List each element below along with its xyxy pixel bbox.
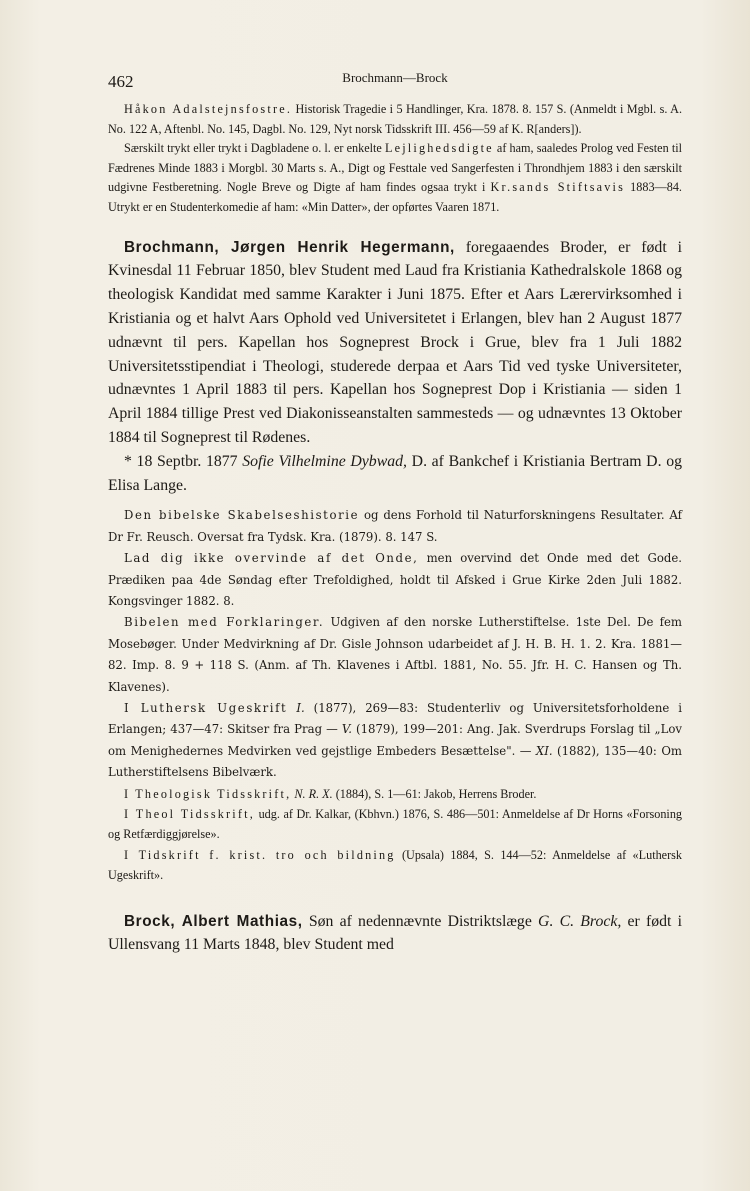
bibliography-item: Lad dig ikke overvinde af det Onde, men overvind det Onde med det Gode. Prædiken paa 4de Søndag efter Trefoldighed, holdt til Afsked i Grue Kirke 2den Juli 1882. Kongsvinger 1882. 8. bbox=[108, 551, 682, 608]
bibliography-item: I Luthersk Ugeskrift I. (1877), 269—83: Studenterliv og Universitetsforholdene i Erlangen; 437—47: Skitser fra Prag — V. (1879), 199—201: Ang. Jak. Sverdrups Forslag til „Lov om Menighedernes Medvirken ved gejstlige Embeders Besættelse". — XI. (1882), 135—40: Om Lutherstiftelsens Bibelværk. bbox=[108, 700, 682, 780]
bibliography-item: I Theol Tidsskrift, udg. af Dr. Kalkar, (Kbhvn.) 1876, S. 486—501: Anmeldelse af Dr Horns «Forsoning og Retfærdiggjørelse». bbox=[108, 807, 683, 842]
entry-brock-biography: Brock, Albert Mathias, Søn af nedennævnte Distriktslæge G. C. Brock, er født i Ullensvang 11 Marts 1848, blev Student med bbox=[108, 912, 683, 954]
spouse-name: Sofie Vilhelmine Dybwad, bbox=[242, 452, 407, 470]
entry-brochmann-name: Brochmann, Jørgen Henrik Hegermann, bbox=[124, 238, 455, 256]
bibliography-item: I Theologisk Tidsskrift, N. R. X. (1884), S. 1—61: Jakob, Herrens Broder. bbox=[124, 786, 537, 801]
running-head bbox=[108, 66, 682, 94]
father-name: G. C. Brock, bbox=[538, 912, 622, 930]
bibliography bbox=[108, 505, 682, 885]
entry-brochmann-biography: Brochmann, Jørgen Henrik Hegermann, foregaaendes Broder, er født i Kvinesdal 11 Februar 1850, blev Student med Laud fra Kristiania Kathedralskole 1868 og theologisk Kandidat med samme Karakter i Juni 1875. Efter et Aars Lærervirksomhed i Kristiania og et halvt Aars Ophold ved Universitetet i Erlangen, blev han 2 August 1877 udnævnt til pers. Kapellan hos Sogneprest Brock i Grue, blev fra 1 Juli 1882 Universitetsstipendiat i Theologi, studerede derpaa et Aars Tid ved tyske Universiteter, udnævntes 1 April 1883 til pers. Kapellan hos Sogneprest Dop i Kristiania — siden 1 April 1884 tillige Prest ved Diakonisseanstalten sammesteds — og udnævntes 13 Oktober 1884 til Sogneprest til Rødenes. bbox=[108, 238, 682, 446]
running-title: Brochmann—Brock bbox=[342, 70, 448, 85]
bibliography-item: Bibelen med Forklaringer. Udgiven af den norske Lutherstiftelse. 1ste Del. De fem Mosebøger. Under Medvirkning af Dr. Gisle Johnson udarbeidet af J. H. B. H. 1. 2. Kra. 1881—82. Imp. 8. 9 + 118 S. (Anm. af Th. Klavenes i Aftbl. 1881, No. 55. Jfr. H. C. Hansen og Th. Klavenes). bbox=[108, 615, 683, 694]
previous-entry-work: Håkon Adalstejnsfostre. Historisk Tragedie i 5 Handlinger, Kra. 1878. 8. 157 S. (Anmeldt i Mgbl. s. A. No. 122 A, Aftenbl. No. 145, Dagbl. No. 129, Nyt norsk Tidsskrift III. 456—59 af K. R[anders]). bbox=[108, 102, 683, 136]
previous-entry-note: Særskilt trykt eller trykt i Dagbladene o. l. er enkelte Lejlighedsdigte af ham, saaledes Prolog ved Festen til Fædrenes Minde 1883 i Morgbl. 30 Marts s. A., Digt og Festtale ved Sangerfesten i Throndhjem 1883 i den særskilt udgivne Festberetning. Nogle Breve og Digte af ham findes ogsaa trykt i Kr.sands Stiftsavis 1883—84. Utrykt er en Studenterkomedie af ham: «Min Datter», der opførtes Vaaren 1871. bbox=[108, 141, 682, 214]
previous-entry-continuation bbox=[108, 100, 682, 218]
entry-brock-name: Brock, Albert Mathias, bbox=[124, 912, 303, 930]
bibliography-item: I Tidskrift f. krist. tro och bildning (Upsala) 1884, S. 144—52: Anmeldelse af «Luthersk Ugeskrift». bbox=[108, 847, 682, 883]
page-number: 462 bbox=[108, 72, 134, 91]
bibliography-item: Den bibelske Skabelseshistorie og dens Forhold til Naturforskningens Resultater. Af Dr Fr. Reusch. Oversat fra Tydsk. Kra. (1879). 8. 147 S. bbox=[108, 508, 682, 544]
entry-brochmann-marriage: * 18 Septbr. 1877 Sofie Vilhelmine Dybwad, D. af Bankchef i Kristiania Bertram D. og Elisa Lange. bbox=[108, 452, 682, 494]
